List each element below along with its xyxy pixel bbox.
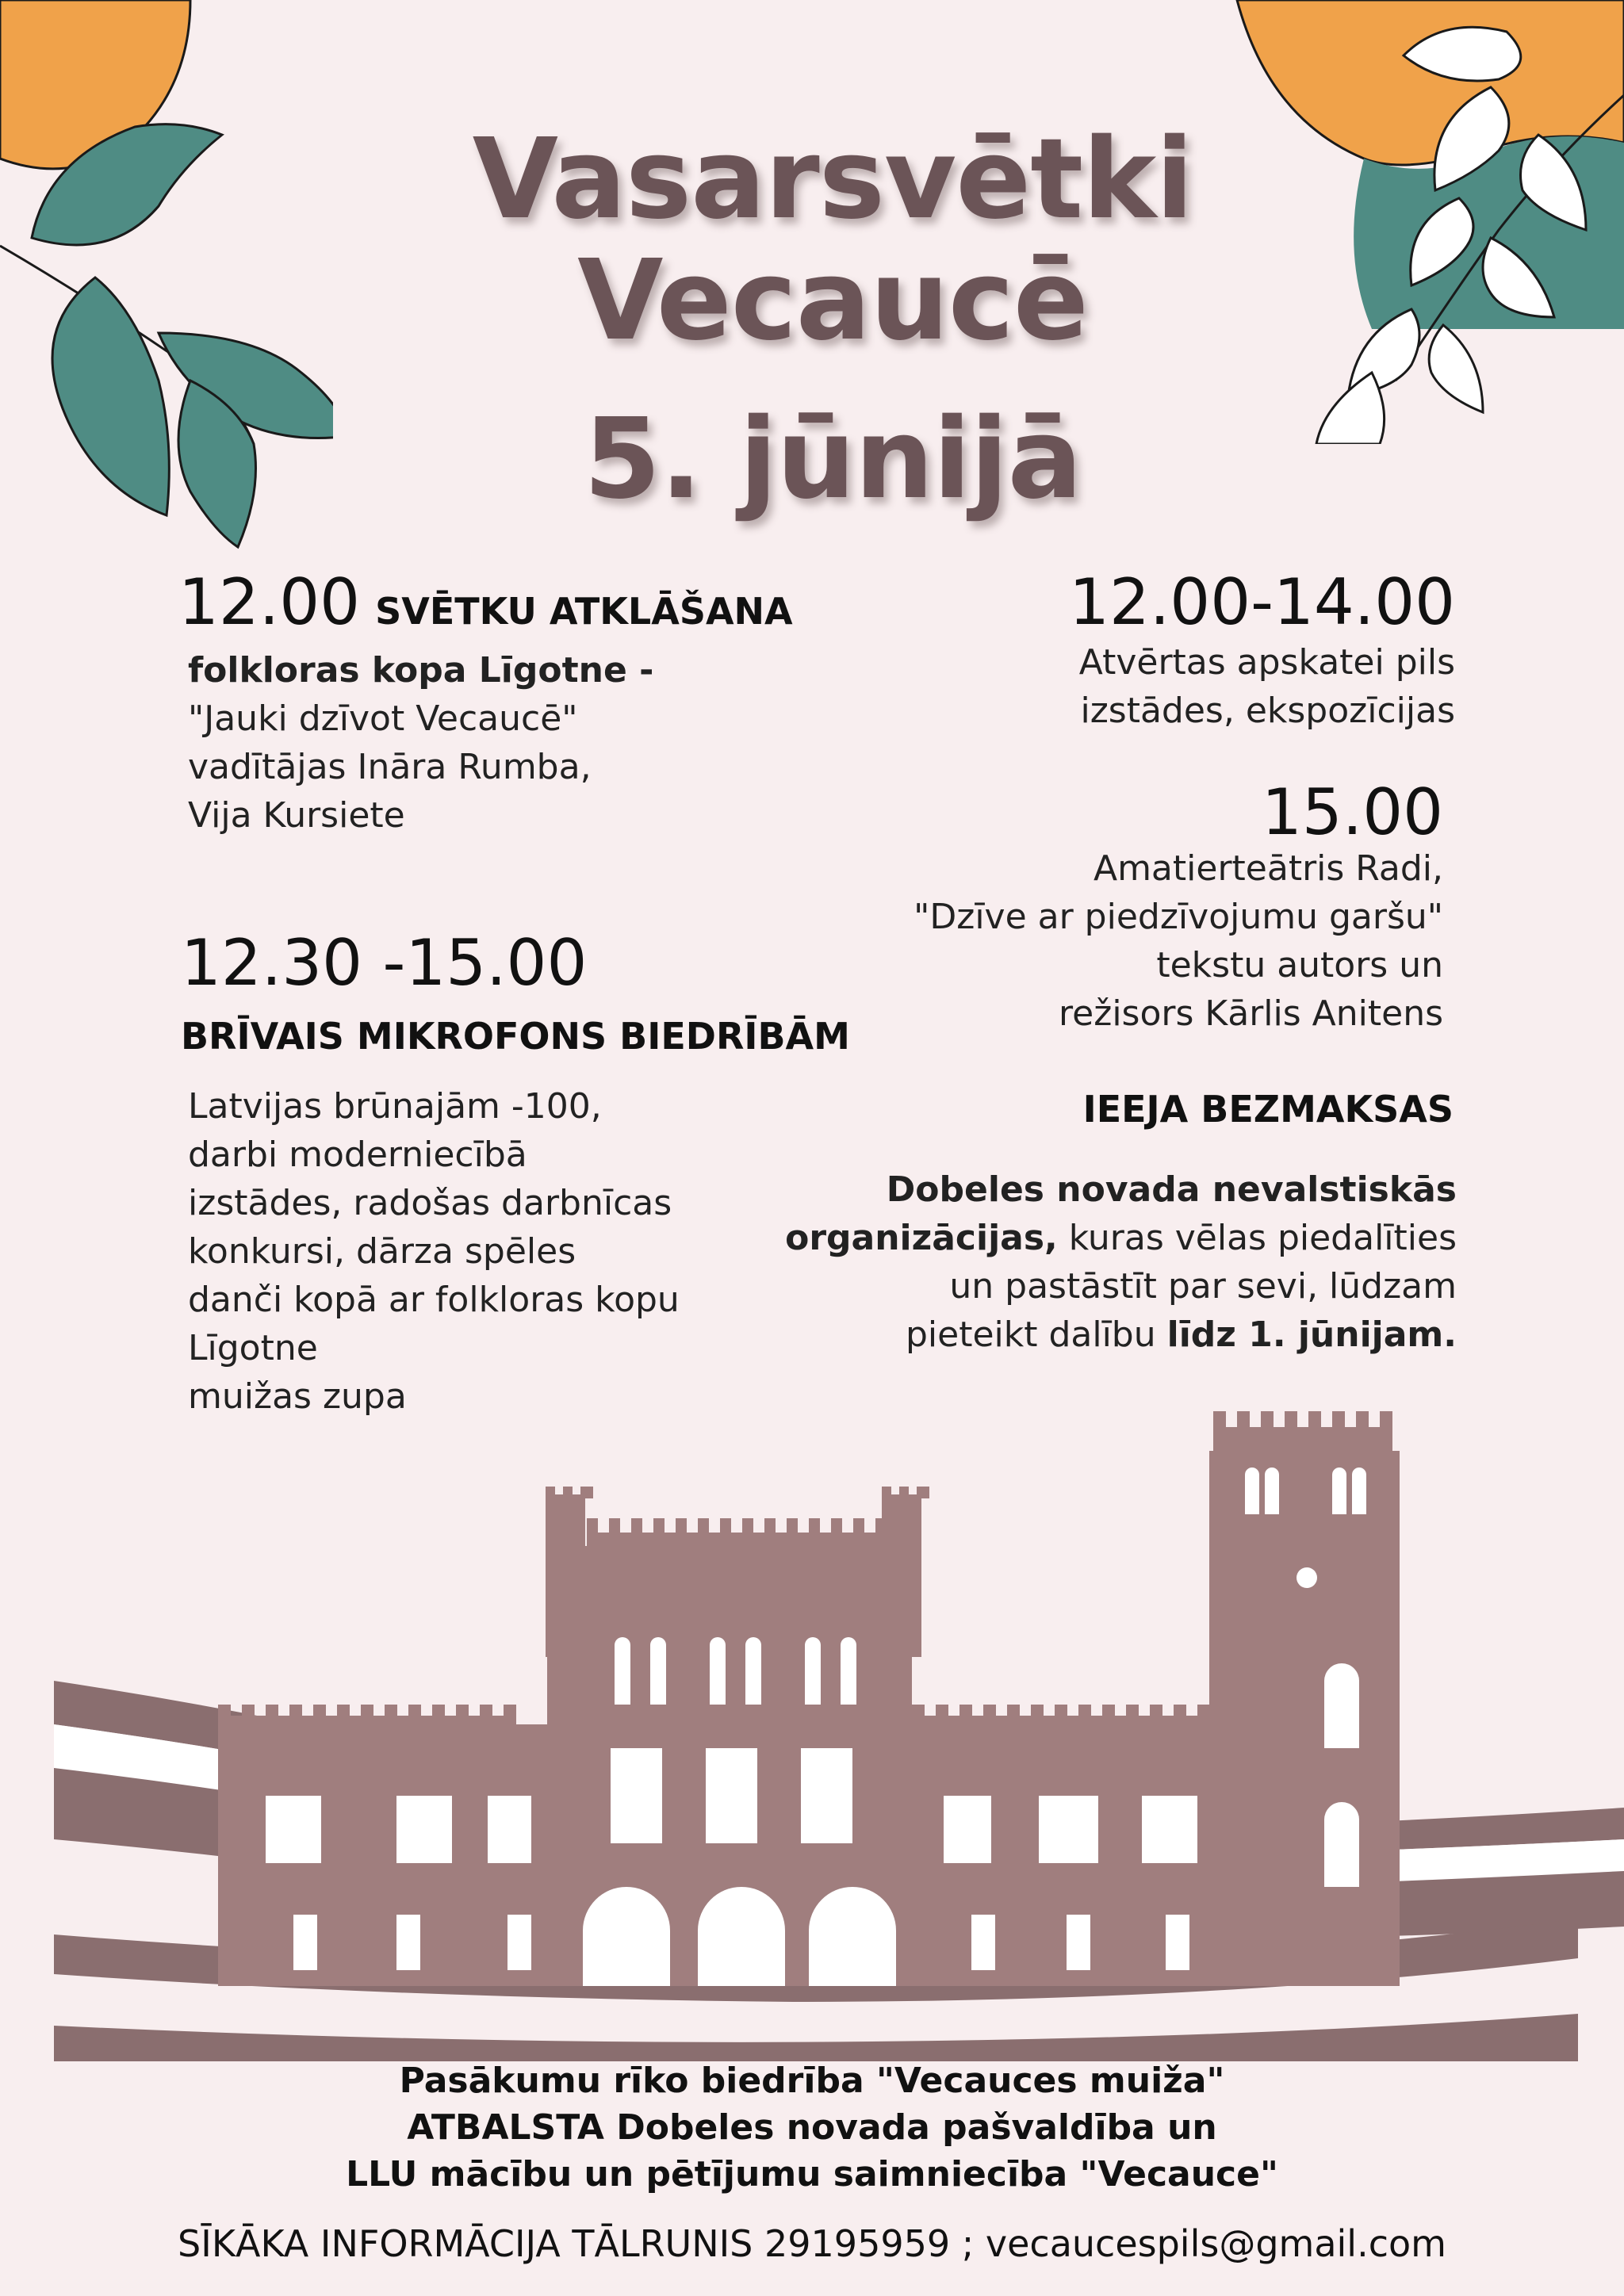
event-date: 5. jūnijā [583,395,1082,524]
text-line [714,1311,1457,1359]
text-line: danči kopā ar folkloras kopu [188,1280,680,1320]
text-line: folkloras kopa Līgotne - [188,650,654,691]
text-bold: organizācijas, [785,1218,1058,1258]
text-line: "Jauki dzīvot Vecaucē" [188,698,578,739]
text-line: Atvērtas apskatei pils [1078,642,1455,683]
text-line: konkursi, dārza spēles [188,1231,576,1272]
text-line: izstādes, radošas darbnīcas [188,1183,672,1223]
text-line: Vija Kursiete [188,795,405,836]
text-line: tekstu autors un [1156,945,1443,985]
event-time: 12.00 [178,565,361,639]
castle-illustration [0,1387,1624,2085]
leaf-decoration-top-right [1221,0,1624,444]
text-line: ATBALSTA Dobeles novada pašvaldība un [407,2107,1217,2148]
text-line: muižas zupa [188,1376,407,1417]
event-title: BRĪVAIS MIKROFONS BIEDRĪBĀM [181,1015,850,1058]
text-line: izstādes, ekspozīcijas [1080,691,1455,731]
event-time: 12.00-14.00 [1069,565,1455,639]
event-opening [178,565,793,639]
text-line: Amatierteātris Radi, [1093,848,1443,889]
text-line: "Dzīve ar piedzīvojumu garšu" [914,897,1443,937]
leaf-shape [1429,325,1483,412]
ribbon-stripe [54,2014,1578,2061]
text-line: vadītājas Ināra Rumba, [188,747,592,787]
text-line: Līgotne [188,1328,318,1368]
event-microphone-details [188,1082,791,1421]
event-time: 15.00 [1261,775,1443,849]
event-exhibitions-details [793,638,1455,735]
text-span: pieteikt dalību [905,1314,1167,1355]
event-title: SVĒTKU ATKLĀŠANA [375,590,793,633]
text-line: darbi moderniecībā [188,1135,527,1175]
title-line-2: Vecaucē [577,236,1088,365]
text-span: kuras vēlas piedalīties [1057,1218,1457,1258]
event-theatre-details [793,844,1443,1038]
text-line: Dobeles novada nevalstiskās [886,1169,1457,1210]
title-line-1: Vasarsvētki [472,115,1193,244]
leaf-shape [52,277,169,515]
footer-contact: SĪKĀKA INFORMĀCIJA TĀLRUNIS 29195959 ; vecaucespils@gmail.com [178,2222,1446,2265]
deadline-text: līdz 1. jūnijam. [1166,1314,1457,1355]
footer-organizers [0,2057,1624,2198]
event-opening-details [188,646,743,840]
text-line: režisors Kārlis Anitens [1059,993,1443,1034]
text-line: LLU mācību un pētījumu saimniecība "Vecauce" [346,2154,1278,2195]
text-line: Pasākumu rīko biedrība "Vecauces muiža" [399,2061,1225,2101]
text-line: Latvijas brūnajām -100, [188,1086,602,1127]
ngo-invitation [714,1165,1457,1359]
event-time: 12.30 -15.00 [181,926,588,1000]
leaf-decoration-top-left [0,0,333,555]
text-line [714,1214,1457,1262]
free-entry-label: IEEJA BEZMAKSAS [1082,1088,1454,1131]
text-line: un pastāstīt par sevi, lūdzam [949,1266,1457,1307]
